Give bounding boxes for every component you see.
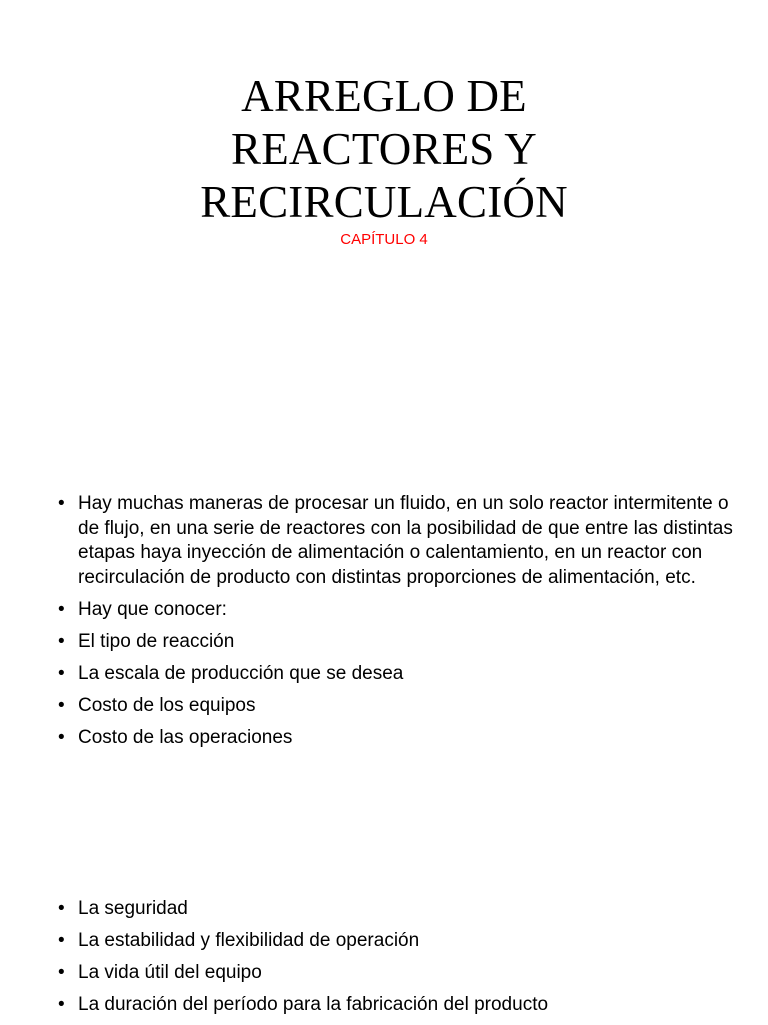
list-item — [58, 897, 748, 922]
bullet-icon: • — [58, 962, 65, 983]
list-item-text: La escala de producción que se desea — [78, 662, 404, 684]
slide-title — [0, 70, 768, 229]
list-item — [58, 726, 748, 751]
bullet-icon: • — [58, 726, 65, 748]
title-line-2: REACTORES Y — [231, 124, 537, 174]
list-item — [58, 929, 748, 954]
list-item — [58, 662, 748, 687]
list-item-text: Hay muchas maneras de procesar un fluido, en un solo reactor intermitente o de flujo, en una serie de reactores con la posibilidad de que entre las distintas etapas haya inyección de alimentación o calentamiento, en un reactor con recirculación de producto con distintas proporciones de alimentación, etc. — [78, 493, 733, 588]
list-item — [58, 630, 748, 655]
bullet-icon: • — [58, 930, 65, 951]
bullet-icon: • — [58, 898, 65, 919]
list-item — [58, 993, 748, 1018]
list-item — [58, 694, 748, 719]
bullet-icon: • — [58, 694, 65, 716]
list-item-text: Costo de los equipos — [78, 694, 256, 716]
list-item — [58, 492, 748, 590]
title-line-1: ARREGLO DE — [241, 71, 527, 121]
list-item — [58, 961, 748, 986]
title-line-3: RECIRCULACIÓN — [200, 177, 568, 227]
list-item — [58, 598, 748, 623]
list-item-text: La estabilidad y flexibilidad de operación — [78, 930, 420, 951]
list-item-text: Costo de las operaciones — [78, 726, 293, 748]
bullet-icon: • — [58, 994, 65, 1015]
bullet-list-1 — [58, 492, 748, 758]
bullet-icon: • — [58, 598, 65, 620]
bullet-list-2 — [58, 897, 748, 1025]
bullet-icon: • — [58, 493, 65, 514]
list-item-text: La vida útil del equipo — [78, 962, 262, 983]
list-item-text: El tipo de reacción — [78, 630, 235, 652]
list-item-text: La duración del período para la fabricación del producto — [78, 994, 549, 1015]
list-item-text: Hay que conocer: — [78, 598, 227, 620]
list-item-text: La seguridad — [78, 898, 188, 919]
bullet-icon: • — [58, 630, 65, 652]
bullet-icon: • — [58, 662, 65, 684]
chapter-subtitle: CAPÍTULO 4 — [340, 231, 428, 248]
